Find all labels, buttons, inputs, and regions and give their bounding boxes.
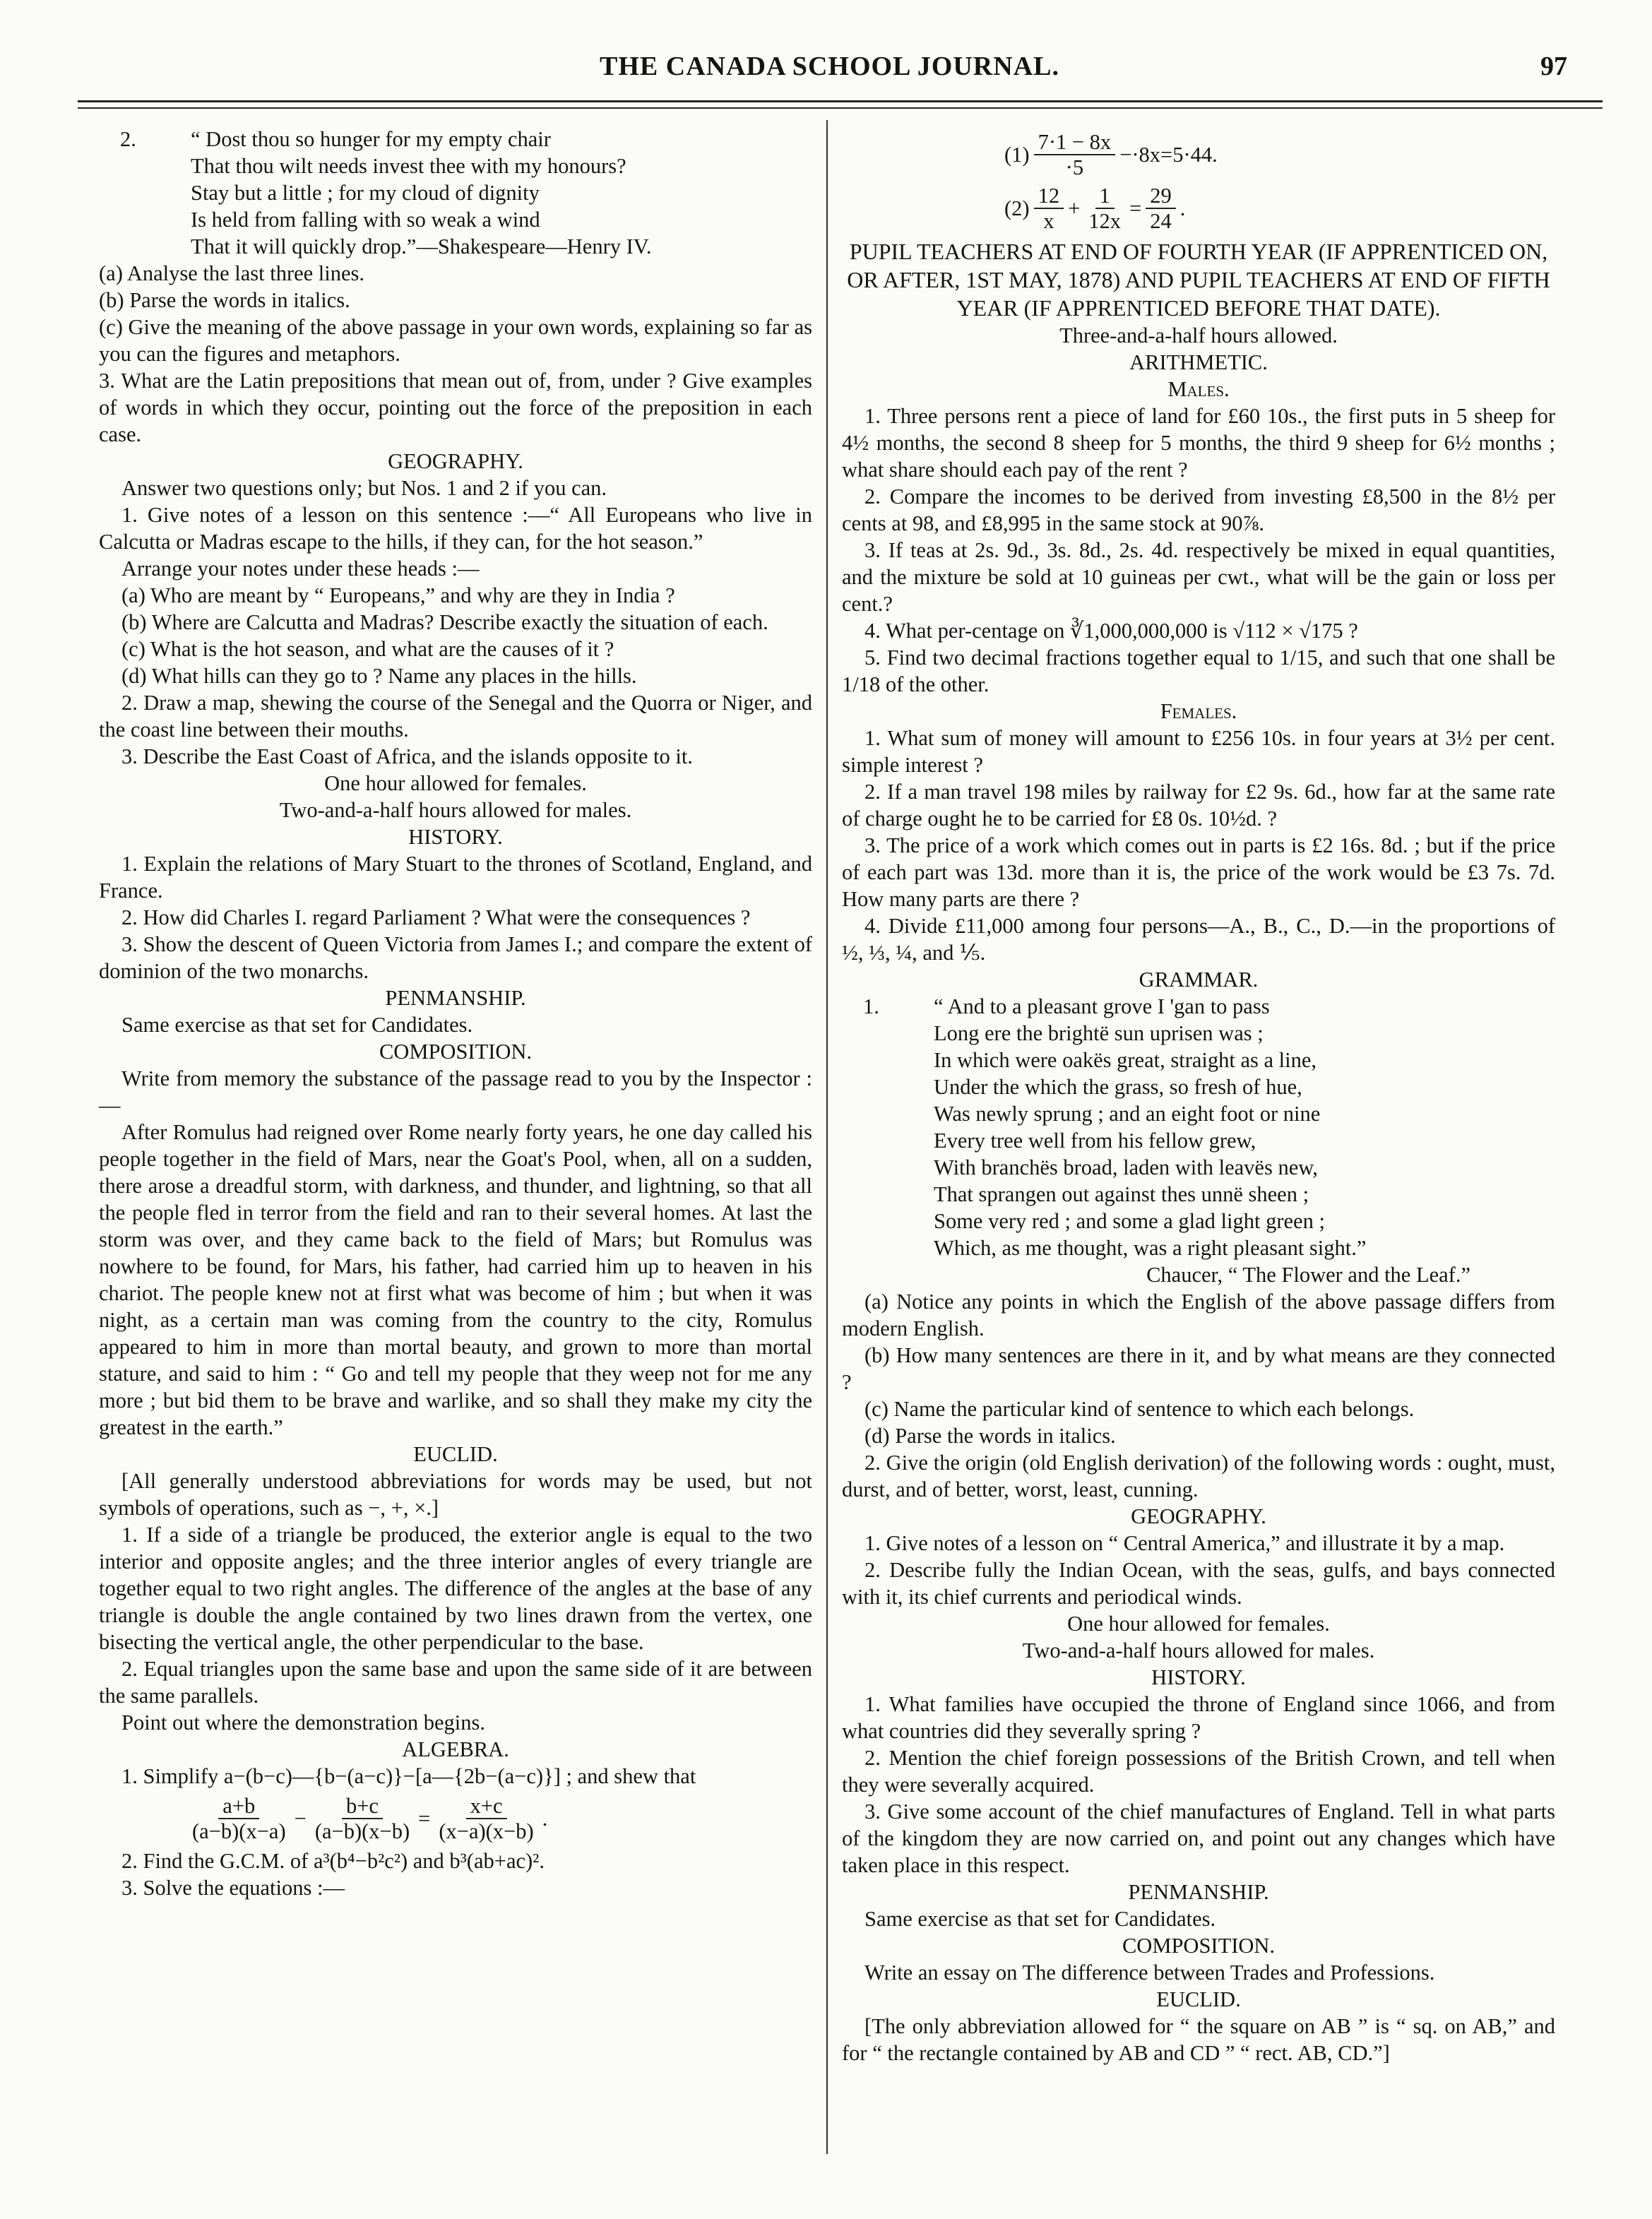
question: 2. If a man travel 198 miles by railway for £2 9s. 6d., how far at the same rate of charge ought he to be carried for £8 0s. 10½d. ? xyxy=(842,780,1555,831)
question: 1. Give notes of a lesson on this sentence :—“ All Europeans who live in Calcutta or Madras escape to the hills, if they can, for the hot season.” xyxy=(99,503,812,554)
question-number: 1. xyxy=(863,994,879,1018)
question: 1. Simplify a−(b−c)—{b−(a−c)}−[a—{2b−(a−c)}] ; and shew that xyxy=(121,1764,696,1788)
poem-line: That sprangen out against thes unnë sheen ; xyxy=(934,1182,1309,1206)
question: Same exercise as that set for Candidates. xyxy=(121,1013,473,1037)
header-rule xyxy=(78,100,1603,102)
page-number: 97 xyxy=(1540,52,1567,81)
question: (a) Notice any points in which the English of the above passage differs from modern English. xyxy=(842,1290,1555,1340)
algebra-identity: $\frac{a+b}{(a-b)(x-a)}$ − $\frac{b+c}{(a-b)(x-b)}$ = $\frac{x+c}{(x-a)(x-b)}$ . xyxy=(192,1794,548,1843)
poem-line: That it will quickly drop.”—Shakespeare—Henry IV. xyxy=(191,234,652,258)
column-divider xyxy=(826,120,828,2154)
section-heading-composition: COMPOSITION. xyxy=(1122,1934,1276,1958)
question: (b) How many sentences are there in it, and by what means are they connected ? xyxy=(842,1343,1555,1394)
question: (b) Parse the words in italics. xyxy=(99,288,350,312)
poem-line: That thou wilt needs invest thee with my honours? xyxy=(191,154,626,178)
question: (a) Who are meant by “ Europeans,” and why are they in India ? xyxy=(121,583,675,607)
section-heading-geography: GEOGRAPHY. xyxy=(388,449,523,473)
poem-line: Every tree well from his fellow grew, xyxy=(934,1129,1256,1153)
time-allowed: Three-and-a-half hours allowed. xyxy=(1059,323,1338,347)
section-heading-grammar: GRAMMAR. xyxy=(1139,968,1259,992)
time-allowed: One hour allowed for females. xyxy=(324,771,587,795)
question: Write from memory the substance of the passage read to you by the Inspector :— xyxy=(99,1066,812,1117)
poem-line: “ Dost thou so hunger for my empty chair xyxy=(191,127,551,151)
section-heading-euclid: EUCLID. xyxy=(1156,1987,1241,2011)
question: 1. Explain the relations of Mary Stuart to the thrones of Scotland, England, and France. xyxy=(99,852,812,903)
question: [All generally understood abbreviations for words may be used, but not symbols of operations, such as −, +, ×.] xyxy=(99,1469,812,1520)
question: 3. Describe the East Coast of Africa, and the islands opposite to it. xyxy=(121,744,693,768)
poem-line: Some very red ; and some a glad light green ; xyxy=(934,1209,1325,1233)
question: 5. Find two decimal fractions together equal to 1/15, and such that one shall be 1/18 of the other. xyxy=(842,646,1555,696)
journal-title: THE CANADA SCHOOL JOURNAL. xyxy=(600,52,1059,81)
question: (a) Analyse the last three lines. xyxy=(99,261,365,285)
question: 3. Solve the equations :— xyxy=(121,1876,345,1900)
question-number: 2. xyxy=(120,127,136,151)
poem-line: Long ere the brightë sun uprisen was ; xyxy=(934,1021,1264,1045)
question: 2. Draw a map, shewing the course of the Senegal and the Quorra or Niger, and the coast line between their mouths. xyxy=(99,691,812,742)
subheading-males: Males. xyxy=(1167,377,1230,401)
poem-line: Is held from falling with so weak a wind xyxy=(191,208,540,232)
section-heading-algebra: ALGEBRA. xyxy=(402,1737,509,1761)
question: 2. Give the origin (old English derivation) of the following words : ought, must, durst, and of better, worst, least, cunning. xyxy=(842,1451,1555,1501)
section-heading-arithmetic: ARITHMETIC. xyxy=(1129,350,1268,374)
question: 1. If a side of a triangle be produced, the exterior angle is equal to the two interior and opposite angles; and the three interior angles of every triangle are together equal to two right angles. The difference of the angles at the base of any triangle is double the angle contained by two lines drawn from the vertex, one bisecting the vertical angle, the other perpendicular to the base. xyxy=(99,1523,812,1654)
poem-line: With branchës broad, laden with leavës new, xyxy=(934,1155,1318,1179)
question: 1. What families have occupied the throne of England since 1066, and from what countries did they severally spring ? xyxy=(842,1692,1555,1743)
question: 2. Find the G.C.M. of a³(b⁴−b²c²) and b³(ab+ac)². xyxy=(121,1849,545,1873)
question: 3. The price of a work which comes out in parts is £2 16s. 8d. ; but if the price of each part was 13d. more than it is, the price of the work would be £3 7s. 7d. How many parts are there ? xyxy=(842,833,1555,911)
question: 3. Show the descent of Queen Victoria from James I.; and compare the extent of dominion of the two monarchs. xyxy=(99,932,812,983)
question: (c) Give the meaning of the above passage in your own words, explaining so far as you can the figures and metaphors. xyxy=(99,315,812,366)
subheading-females: Females. xyxy=(1160,699,1237,723)
question: (c) Name the particular kind of sentence to which each belongs. xyxy=(864,1397,1415,1421)
exam-heading: PUPIL TEACHERS AT END OF FOURTH YEAR (IF APPRENTICED ON, OR AFTER, 1ST MAY, 1878) AND PUPIL TEACHERS AT END OF FIFTH YEAR (IF APPRENTICED BEFORE THAT DATE). xyxy=(847,239,1550,321)
chaucer-quote xyxy=(842,993,1555,1261)
section-heading-history: HISTORY. xyxy=(408,825,503,849)
left-column xyxy=(99,126,812,1901)
poem-line: Under the which the grass, so fresh of hue, xyxy=(934,1075,1302,1099)
section-heading-geography: GEOGRAPHY. xyxy=(1131,1504,1266,1528)
question: 2. Equal triangles upon the same base and upon the same side of it are between the same parallels. xyxy=(99,1657,812,1708)
poem-line: In which were oakës great, straight as a line, xyxy=(934,1048,1317,1072)
question: 1. Three persons rent a piece of land for £60 10s., the first puts in 5 sheep for 4½ months, the second 8 sheep for 5 months, the third 9 sheep for 6½ months ; what share should each pay of the rent ? xyxy=(842,404,1555,482)
question: 1. What sum of money will amount to £256 10s. in four years at 3½ per cent. simple interest ? xyxy=(842,726,1555,777)
shakespeare-quote xyxy=(99,126,812,260)
question: 3. Give some account of the chief manufactures of England. Tell in what parts of the kingdom they are now carried on, and point out any changes which have taken place in this respect. xyxy=(842,1799,1555,1877)
question: Answer two questions only; but Nos. 1 and 2 if you can. xyxy=(121,476,607,500)
time-allowed: Two-and-a-half hours allowed for males. xyxy=(279,798,632,822)
poem-line: Which, as me thought, was a right pleasant sight.” xyxy=(934,1236,1367,1260)
question: Arrange your notes under these heads :— xyxy=(121,557,480,581)
question: (b) Where are Calcutta and Madras? Describe exactly the situation of each. xyxy=(121,610,768,634)
equation-2: (2) $\frac{12}{x}$ + $\frac{1}{12x}$ = $\frac{29}{24}$ . xyxy=(1004,184,1186,233)
section-heading-composition: COMPOSITION. xyxy=(379,1040,533,1064)
header-rule-2 xyxy=(78,107,1603,109)
poem-line: Was newly sprung ; and an eight foot or nine xyxy=(934,1102,1321,1126)
section-heading-penmanship: PENMANSHIP. xyxy=(1128,1880,1269,1904)
question: 4. Divide £11,000 among four persons—A., B., C., D.—in the proportions of ½, ⅓, ¼, and ⅕. xyxy=(842,914,1555,965)
page-header xyxy=(78,51,1581,93)
time-allowed: Two-and-a-half hours allowed for males. xyxy=(1022,1638,1375,1662)
question: 2. Compare the incomes to be derived from investing £8,500 in the 8½ per cents at 98, and £8,995 in the same stock at 90⅞. xyxy=(842,484,1555,535)
question: 2. Describe fully the Indian Ocean, with the seas, gulfs, and bays connected with it, its chief currents and periodical winds. xyxy=(842,1558,1555,1609)
question: (c) What is the hot season, and what are the causes of it ? xyxy=(121,637,614,661)
question: 4. What per-centage on ∛1,000,000,000 is √112 × √175 ? xyxy=(864,619,1358,643)
poem-line: Stay but a little ; for my cloud of dignity xyxy=(191,181,540,205)
right-column xyxy=(842,126,1555,2066)
equation-1: (1) $\frac{7\cdot 1 - 8x}{\cdot 5}$ −·8x=5·44. xyxy=(1004,130,1218,179)
question: [The only abbreviation allowed for “ the square on AB ” is “ sq. on AB,” and for “ the rectangle contained by AB and CD ” “ rect. AB, CD.”] xyxy=(842,2014,1555,2065)
section-heading-penmanship: PENMANSHIP. xyxy=(385,986,526,1010)
section-heading-history: HISTORY. xyxy=(1151,1665,1246,1689)
quote-credit: Chaucer, “ The Flower and the Leaf.” xyxy=(1146,1263,1470,1287)
question: 2. Mention the chief foreign possessions of the British Crown, and tell when they were severally acquired. xyxy=(842,1746,1555,1797)
question: 3. What are the Latin prepositions that mean out of, from, under ? Give examples of words in which they occur, pointing out the force of the preposition in each case. xyxy=(99,369,812,446)
question: Point out where the demonstration begins. xyxy=(121,1711,486,1735)
composition-passage: After Romulus had reigned over Rome nearly forty years, he one day called his people together in the field of Mars, near the Goat's Pool, when, all on a sudden, there arose a dreadful storm, with darkness, and thunder, and lightning, so that all the people fled in terror from the field and ran to their several homes. At last the storm was over, and they came back to the field of Mars; but Romulus was nowhere to be found, for Mars, his father, had carried him up to heaven in his chariot. The people knew not at first what was become of him ; but when it was night, as a certain man was coming from the country to the city, Romulus appeared to him in more than mortal beauty, and grown to more than mortal stature, and said to him : “ Go and tell my people that they weep not for me any more ; but bid them to be brave and warlike, and so shall they make my city the greatest in the earth.” xyxy=(99,1120,812,1439)
question: (d) Parse the words in italics. xyxy=(864,1424,1116,1448)
question: Write an essay on The difference between Trades and Professions. xyxy=(864,1961,1435,1985)
poem-line: “ And to a pleasant grove I 'gan to pass xyxy=(934,994,1270,1018)
time-allowed: One hour allowed for females. xyxy=(1067,1612,1330,1636)
question: 2. How did Charles I. regard Parliament ? What were the consequences ? xyxy=(121,905,751,929)
question: (d) What hills can they go to ? Name any places in the hills. xyxy=(121,664,637,688)
question: Same exercise as that set for Candidates. xyxy=(864,1907,1216,1931)
section-heading-euclid: EUCLID. xyxy=(413,1442,498,1466)
question: 1. Give notes of a lesson on “ Central America,” and illustrate it by a map. xyxy=(864,1531,1505,1555)
question: 3. If teas at 2s. 9d., 3s. 8d., 2s. 4d. respectively be mixed in equal quantities, and the mixture be sold at 10 guineas per cwt., what will be the gain or loss per cent.? xyxy=(842,538,1555,616)
